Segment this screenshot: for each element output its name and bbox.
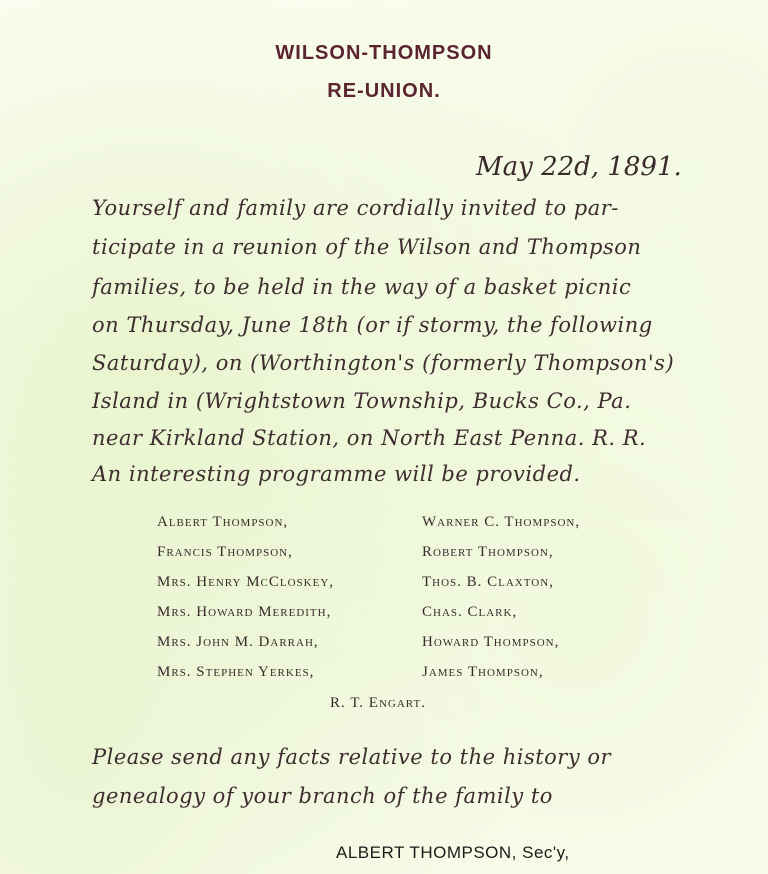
committee-member: Francis Thompson, [157,544,293,560]
request-line: Please send any facts relative to the history or [92,745,612,769]
body-line: Island in (Wrightstown Township, Bucks Co., Pa. [92,389,632,413]
letter-date: May 22d, 1891. [476,152,682,182]
committee-member: Mrs. Henry McCloskey, [157,574,335,590]
body-line: on Thursday, June 18th (or if stormy, the following [92,313,653,337]
request-line: genealogy of your branch of the family to [92,784,553,808]
title-line-2: RE-UNION. [327,80,441,102]
committee-member: Howard Thompson, [422,634,560,650]
body-line: An interesting programme will be provided. [92,462,581,486]
committee-member: James Thompson, [422,664,544,680]
body-line: Saturday), on (Worthington's (formerly Thompson's) [92,351,675,375]
committee-member: Warner C. Thompson, [422,514,581,530]
body-line: families, to be held in the way of a basket picnic [92,275,632,299]
committee-member-last: R. T. Engart. [330,695,426,711]
committee-member: Mrs. Howard Meredith, [157,604,332,620]
body-line: ticipate in a reunion of the Wilson and Thompson [92,235,642,259]
body-line: near Kirkland Station, on North East Penna. R. R. [92,426,647,450]
committee-member: Albert Thompson, [157,514,289,530]
title-line-1: WILSON-THOMPSON [275,42,493,64]
secretary-signature: ALBERT THOMPSON, Sec'y, [336,843,570,862]
committee-member: Mrs. Stephen Yerkes, [157,664,315,680]
committee-member: Thos. B. Claxton, [422,574,554,590]
body-line: Yourself and family are cordially invited to par- [92,196,619,220]
committee-member: Mrs. John M. Darrah, [157,634,319,650]
committee-member: Robert Thompson, [422,544,554,560]
committee-member: Chas. Clark, [422,604,518,620]
